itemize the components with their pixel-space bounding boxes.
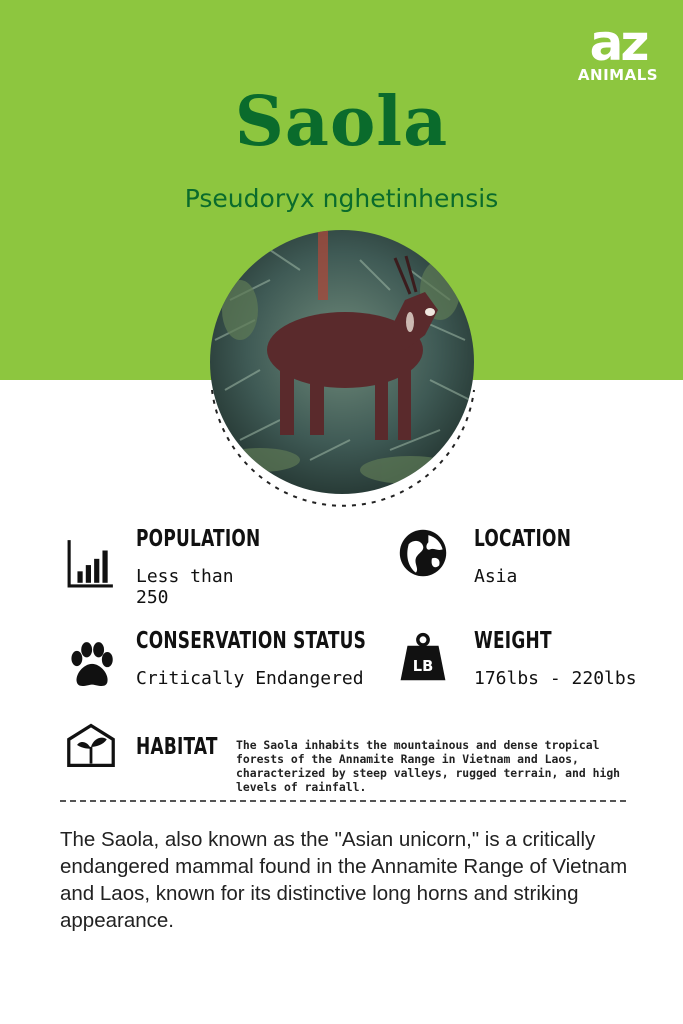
weight-value: 176lbs - 220lbs [474,668,637,689]
house-plant-icon [66,720,116,770]
weight-stat [398,630,658,700]
scientific-name: Pseudoryx nghetinhensis [184,184,499,213]
logo-mark: az [589,14,647,72]
animal-description: The Saola, also known as the "Asian unicorn," is a critically endangered mammal found in the Annamite Range of Vietnam and Laos, known for its distinctive long horns and striking appearance. [60,828,628,932]
weight-icon-text: LB [412,657,434,675]
habitat-label: HABITAT [136,734,218,760]
conservation-label: CONSERVATION STATUS [136,628,367,654]
weight-icon [398,632,448,682]
location-value: Asia [474,566,518,587]
conservation-value: Critically Endangered [136,668,364,689]
population-stat [66,528,326,608]
animal-photo-frame [204,230,482,508]
animal-photo [210,230,474,494]
logo-wordmark: ANIMALS [577,66,659,84]
bar-chart-icon [66,538,116,588]
dashed-divider [60,800,626,802]
population-value-line2: 250 [136,587,169,608]
location-label: LOCATION [474,526,572,552]
animal-name: Saola [234,82,449,162]
location-stat [398,528,638,588]
population-label: POPULATION [136,526,261,552]
saola-photo [210,230,474,494]
habitat-stat [66,720,236,780]
population-value-line1: Less than [136,566,234,587]
habitat-value: The Saola inhabits the mountainous and dense tropical forests of the Annamite Range in Vietnam and Laos, characterized by steep valleys, rugged terrain, and high levels of rainfall. [236,738,621,794]
globe-icon [398,528,448,578]
az-animals-logo[interactable] [575,14,661,84]
weight-label: WEIGHT [474,628,552,654]
paw-icon [66,640,116,690]
conservation-stat [66,630,386,690]
